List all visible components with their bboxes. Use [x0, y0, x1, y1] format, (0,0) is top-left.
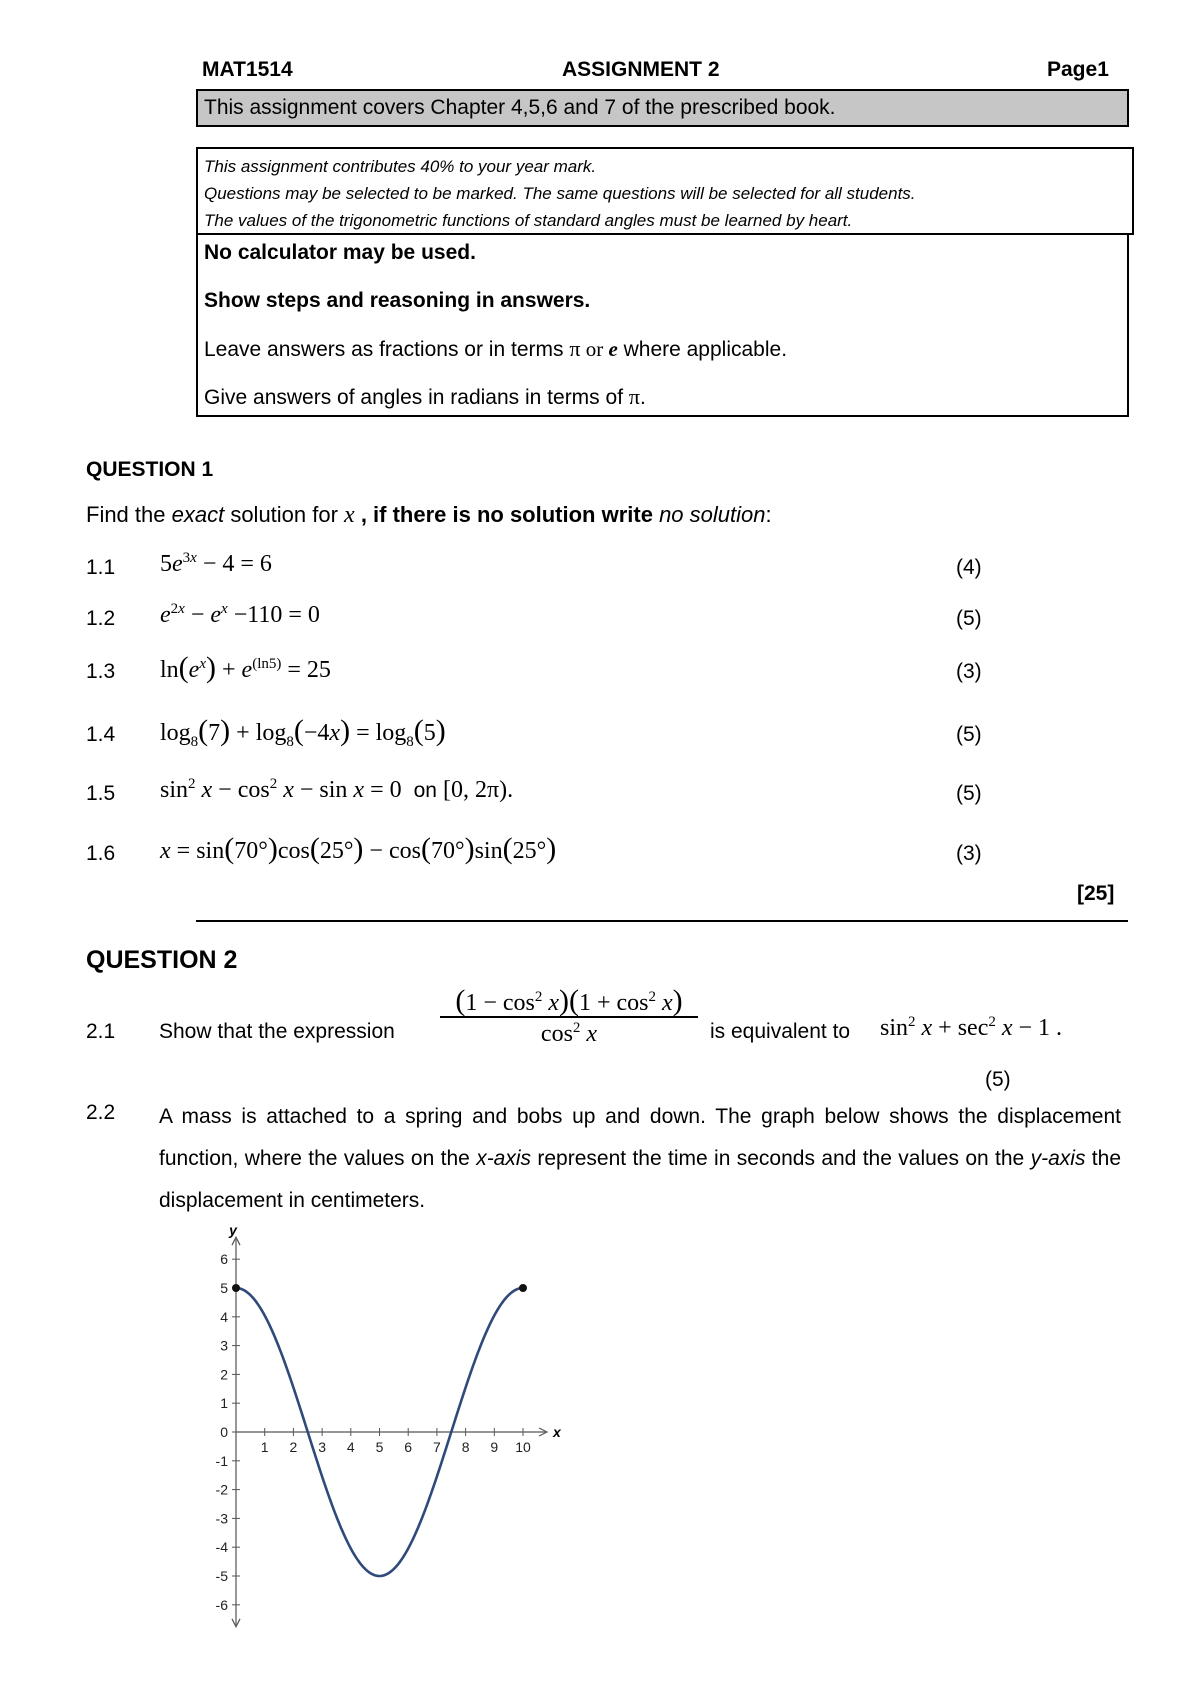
- y-tick-label: -1: [215, 1452, 228, 1469]
- y-tick-label: -3: [215, 1510, 228, 1527]
- x-tick-label: 10: [515, 1439, 531, 1455]
- q1-1-marks: (4): [956, 556, 982, 579]
- q2-1-marks: (5): [985, 1068, 1011, 1091]
- q1-4-equation: $\log_8(7) + \log_8(-4x) = \log_8(5)$: [160, 714, 446, 750]
- info-line: The values of the trigonometric functions of standard angles must be learned by heart.: [204, 211, 853, 230]
- q2-2-number: 2.2: [86, 1101, 116, 1124]
- y-tick-label: 0: [220, 1424, 228, 1440]
- endpoint-marker: [519, 1284, 527, 1292]
- question-1-title: QUESTION 1: [86, 458, 214, 481]
- x-tick-label: 5: [375, 1439, 384, 1455]
- displacement-chart: [200, 1220, 580, 1640]
- leave-answers-rule: Leave answers as fractions or in terms π or e where applicable.: [204, 336, 788, 361]
- show-steps-rule: Show steps and reasoning in answers.: [204, 289, 591, 312]
- q1-3-equation: $\ln(e^x) + e^{(ln5)} = 25$: [160, 651, 331, 684]
- x-axis-label: x: [553, 1424, 561, 1440]
- assignment-title: ASSIGNMENT 2: [562, 58, 720, 81]
- y-tick-label: 4: [220, 1308, 228, 1325]
- q1-1-equation: $5e^{3x} - 4 = 6$: [160, 550, 272, 577]
- q2-1-number: 2.1: [86, 1020, 116, 1043]
- info-box: [196, 147, 1134, 235]
- x-tick-label: 3: [318, 1439, 326, 1455]
- x-tick-label: 4: [346, 1439, 355, 1455]
- y-tick-label: -6: [215, 1596, 228, 1613]
- covers-banner: This assignment covers Chapter 4,5,6 and 7 of the prescribed book.: [196, 89, 1129, 127]
- page-number: Page1: [1047, 58, 1109, 81]
- question-2-title: QUESTION 2: [86, 946, 238, 974]
- section-divider: [196, 920, 1128, 922]
- question-1-total: [25]: [1077, 882, 1115, 905]
- q2-1-fraction: [440, 984, 698, 1048]
- x-tick-label: 2: [289, 1439, 298, 1455]
- x-tick-label: 9: [490, 1439, 499, 1455]
- q2-2-text: A mass is attached to a spring and bobs up and down. The graph below shows the displacement function, where the values on the x-axis represent the time in seconds and the values on the y-axis the displacement in centimeters.: [159, 1105, 1122, 1212]
- q1-4-number: 1.4: [86, 723, 116, 746]
- q1-5-number: 1.5: [86, 782, 116, 805]
- q1-2-equation: $e^{2x} - e^x -110 = 0$: [160, 601, 320, 628]
- q1-3-number: 1.3: [86, 660, 116, 683]
- q1-6-marks: (3): [956, 842, 982, 865]
- x-tick-label: 1: [260, 1439, 269, 1455]
- q1-5-marks: (5): [956, 782, 982, 805]
- q1-6-equation: x = sin(70°)cos(25°) − cos(70°)sin(25°): [160, 832, 557, 865]
- course-code: MAT1514: [202, 58, 293, 81]
- y-tick-label: 1: [220, 1395, 228, 1412]
- q1-2-marks: (5): [956, 607, 982, 630]
- q2-1-text: Show that the expression: [159, 1020, 395, 1043]
- q1-1-number: 1.1: [86, 556, 116, 579]
- q2-1-equivalent-text: is equivalent to: [710, 1020, 851, 1043]
- y-tick-label: 5: [220, 1280, 228, 1296]
- y-tick-label: 6: [220, 1251, 228, 1268]
- y-tick-label: -5: [215, 1568, 228, 1584]
- x-tick-label: 6: [404, 1439, 413, 1455]
- q1-4-marks: (5): [956, 723, 982, 746]
- info-line: Questions may be selected to be marked. The same questions will be selected for all students.: [204, 184, 916, 203]
- x-tick-label: 8: [461, 1439, 470, 1455]
- endpoint-marker: [232, 1284, 240, 1292]
- info-line: This assignment contributes 40% to your year mark.: [204, 157, 597, 176]
- y-tick-label: 3: [220, 1337, 228, 1354]
- q1-3-marks: (3): [956, 660, 982, 683]
- q1-2-number: 1.2: [86, 607, 116, 630]
- y-tick-label: -4: [215, 1539, 228, 1556]
- y-tick-label: 2: [220, 1366, 228, 1383]
- y-tick-label: -2: [215, 1481, 228, 1498]
- no-calculator-rule: No calculator may be used.: [204, 241, 476, 264]
- q1-6-number: 1.6: [86, 842, 116, 865]
- x-tick-label: 7: [433, 1439, 441, 1455]
- q2-1-target-expression: $\sin^2 x + \sec^2 x - 1$ .: [880, 1014, 1063, 1041]
- angles-rule: Give answers of angles in radians in terms of π.: [204, 384, 646, 409]
- question-1-intro: Find the exact solution for x , if there is no solution write no solution:: [86, 502, 772, 528]
- rules-box: [196, 233, 1129, 417]
- fraction-numerator: $(1 - \cos^2 x)(1 + \cos^2 x)$: [455, 984, 683, 1017]
- fraction-denominator: $\cos^2 x$: [440, 1016, 698, 1048]
- y-axis-label: y: [229, 1222, 237, 1239]
- q1-5-equation: $\sin^2 x - \cos^2 x - \sin x = 0$ on [0, 2π).: [160, 776, 514, 803]
